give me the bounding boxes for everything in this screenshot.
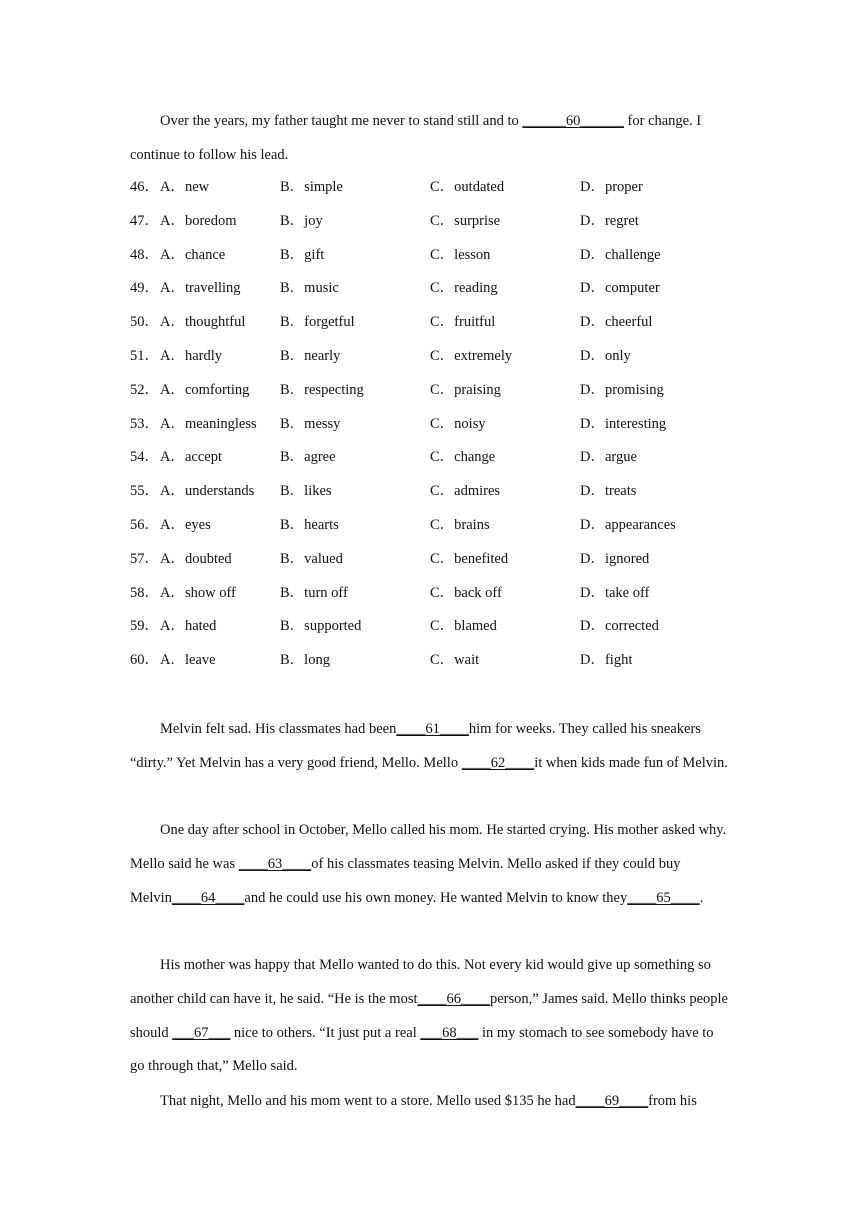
option-a: A．understands	[160, 483, 255, 500]
option-c: C．back off	[430, 584, 502, 601]
option-a: A．chance	[160, 246, 226, 263]
para-text: .	[699, 889, 704, 906]
option-a: A．comforting	[160, 381, 250, 398]
option-c: C．admires	[430, 483, 501, 500]
option-d: D．proper	[580, 179, 643, 195]
question-number: 60．	[130, 652, 159, 669]
option-b: B．messy	[280, 415, 341, 432]
option-b: B．turn off	[280, 584, 348, 601]
option-c: C．noisy	[430, 415, 486, 432]
para-text: Over the years, my father taught me never to stand still and to	[160, 113, 523, 129]
question-row	[130, 509, 730, 543]
option-a: A．meaningless	[160, 415, 257, 432]
question-number: 53．	[130, 415, 159, 432]
option-d: D．treats	[580, 483, 637, 500]
option-d: D．fight	[580, 652, 633, 669]
option-b: B．gift	[280, 246, 325, 263]
option-d: D．only	[580, 347, 631, 364]
para-text: That night, Mello and his mom went to a store. Mello used $135 he had	[160, 1093, 576, 1109]
option-b: B．forgetful	[280, 314, 355, 331]
question-row	[130, 610, 730, 644]
option-d: D．cheerful	[580, 314, 653, 331]
blank-64: ____64____	[171, 889, 245, 906]
question-row	[130, 408, 730, 442]
option-b: B．supported	[280, 618, 362, 635]
option-c: C．blamed	[430, 618, 497, 635]
option-d: D．promising	[580, 381, 664, 398]
para-text: it when kids made fun of Melvin.	[534, 754, 728, 771]
option-b: B．agree	[280, 449, 336, 466]
question-row	[130, 374, 730, 408]
question-row	[130, 441, 730, 475]
option-a: A．show off	[160, 584, 236, 601]
option-a: A．travelling	[160, 280, 241, 297]
question-row	[130, 306, 730, 340]
question-row	[130, 475, 730, 509]
blank-62: ____62____	[461, 754, 535, 771]
passage-paragraph	[130, 713, 730, 781]
question-number: 59．	[130, 618, 159, 635]
blank-68: ___68___	[420, 1024, 479, 1041]
option-d: D．argue	[580, 449, 637, 466]
option-c: C．lesson	[430, 246, 491, 263]
option-b: B．joy	[280, 212, 323, 229]
question-row	[130, 577, 730, 611]
option-a: A．accept	[160, 449, 222, 466]
option-d: D．appearances	[580, 516, 676, 533]
question-number: 46．	[130, 179, 159, 195]
passage-paragraph	[130, 814, 730, 915]
option-c: C．benefited	[430, 550, 509, 567]
question-number: 55．	[130, 483, 159, 500]
option-c: C．praising	[430, 381, 501, 398]
para-text: from his	[648, 1093, 697, 1109]
option-b: B．likes	[280, 483, 332, 500]
para-text: and he could use his own money. He wanted Melvin to know they	[244, 889, 628, 906]
option-c: C．surprise	[430, 212, 501, 229]
option-b: B．long	[280, 652, 330, 669]
option-d: D．ignored	[580, 550, 650, 567]
options-list	[130, 171, 730, 678]
question-number: 56．	[130, 516, 159, 533]
blank-69: ____69____	[575, 1093, 649, 1109]
blank-60: ______60______	[522, 113, 624, 129]
para-text: nice to others. “It just put a real	[230, 1024, 421, 1041]
question-row	[130, 205, 730, 239]
option-b: B．valued	[280, 550, 343, 567]
question-row	[130, 239, 730, 273]
option-d: D．take off	[580, 584, 650, 601]
option-a: A．eyes	[160, 516, 211, 533]
para-text: for change. I continue to follow his lead.	[130, 113, 702, 163]
option-b: B．respecting	[280, 381, 364, 398]
question-number: 54．	[130, 449, 159, 466]
para-text: One day after school in October, Mello called his mom. He started crying. His mother asked why. Mello said he was	[130, 822, 727, 872]
option-a: A．hated	[160, 618, 217, 635]
question-row	[130, 644, 730, 678]
option-d: D．interesting	[580, 415, 667, 432]
option-d: D．computer	[580, 280, 660, 297]
option-b: B．music	[280, 280, 339, 297]
passage-paragraph	[130, 949, 730, 1084]
blank-63: ____63____	[238, 855, 312, 872]
option-c: C．reading	[430, 280, 498, 297]
option-d: D．regret	[580, 212, 639, 229]
option-b: B．hearts	[280, 516, 339, 533]
question-number: 52．	[130, 381, 159, 398]
option-c: C．outdated	[430, 179, 505, 195]
question-number: 50．	[130, 314, 159, 331]
para-text: him for weeks. They called his sneakers “dirty.” Yet Melvin has a very good friend, Mello. Mello	[130, 721, 701, 771]
option-d: D．challenge	[580, 246, 661, 263]
option-a: A．hardly	[160, 347, 223, 364]
question-number: 49．	[130, 280, 159, 297]
option-c: C．brains	[430, 516, 490, 533]
option-a: A．leave	[160, 652, 216, 669]
question-number: 47．	[130, 212, 159, 229]
question-row	[130, 272, 730, 306]
question-number: 57．	[130, 550, 159, 567]
question-number: 51．	[130, 347, 159, 364]
passage-paragraph	[130, 1085, 730, 1119]
question-number: 58．	[130, 584, 159, 601]
question-number: 48．	[130, 246, 159, 263]
para-text: person,” James said. Mello thinks people should	[130, 990, 728, 1041]
blank-65: ____65____	[627, 889, 700, 906]
option-c: C．wait	[430, 652, 480, 669]
option-a: A．new	[160, 179, 210, 195]
option-b: B．nearly	[280, 347, 341, 364]
question-row	[130, 171, 730, 205]
blank-67: ___67___	[172, 1024, 231, 1041]
question-row	[130, 340, 730, 374]
para-text: in my stomach to see somebody have to go through that,” Mello said.	[130, 1024, 714, 1075]
blank-66: ____66____	[417, 990, 490, 1007]
passage-paragraph-closing	[130, 105, 730, 173]
option-a: A．boredom	[160, 212, 237, 229]
question-row	[130, 543, 730, 577]
option-a: A．thoughtful	[160, 314, 246, 331]
blank-61: ____61____	[396, 721, 469, 737]
option-b: B．simple	[280, 179, 343, 195]
para-text: His mother was happy that Mello wanted to do this. Not every kid would give up something so another child can have it, he said. “He is the most	[130, 957, 711, 1007]
option-a: A．doubted	[160, 550, 232, 567]
option-c: C．extremely	[430, 347, 513, 364]
para-text: of his classmates teasing Melvin. Mello asked if they could buy Melvin	[130, 855, 681, 906]
para-text: Melvin felt sad. His classmates had been	[160, 721, 397, 737]
option-c: C．fruitful	[430, 314, 496, 331]
option-c: C．change	[430, 449, 496, 466]
option-d: D．corrected	[580, 618, 659, 635]
